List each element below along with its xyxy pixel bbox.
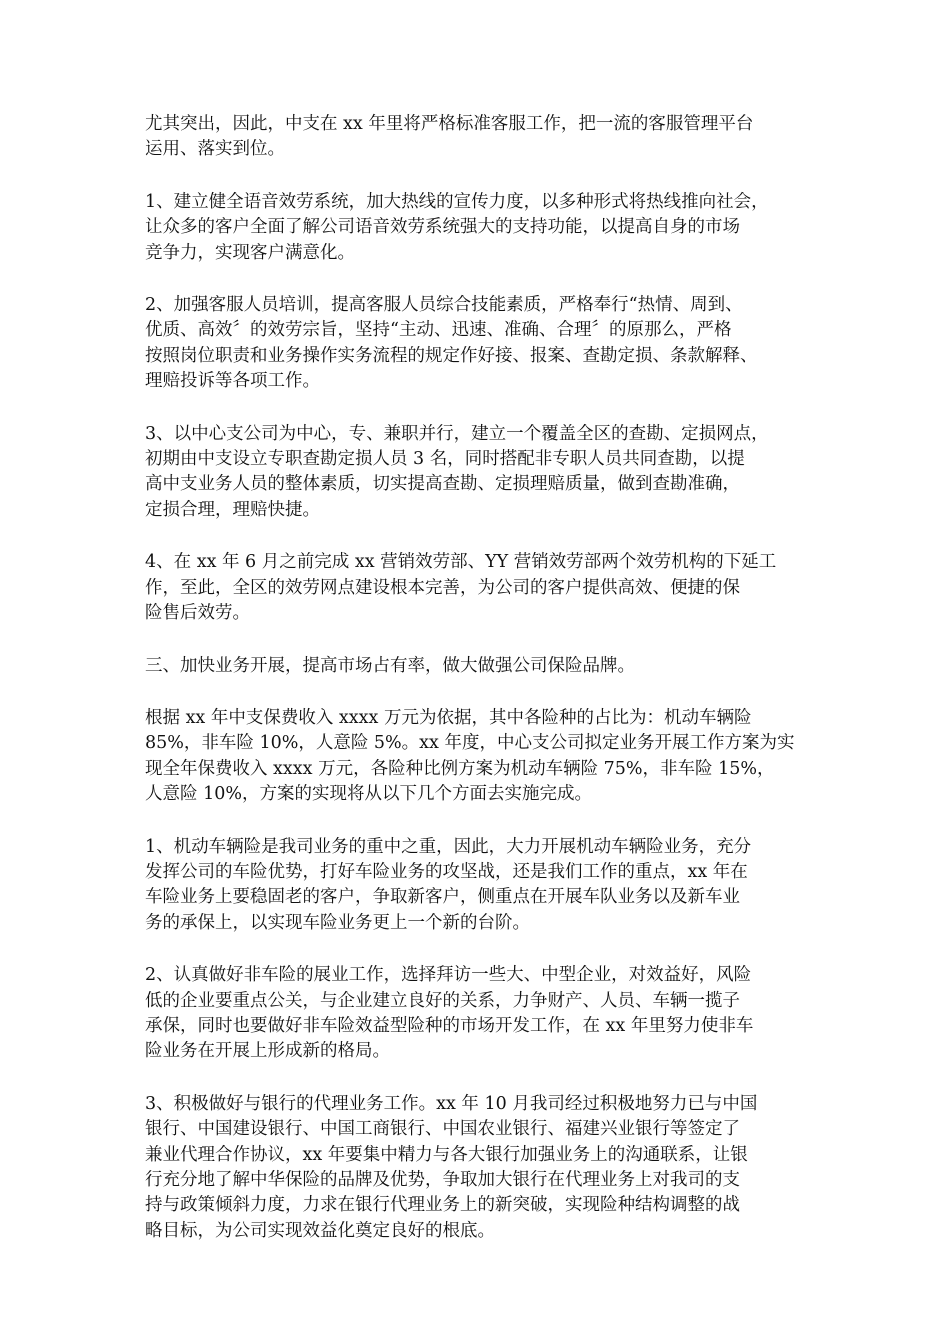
text-line: 3、以中心支公司为中心，专、兼职并行，建立一个覆盖全区的查勘、定损网点， <box>145 423 769 444</box>
section-heading-business-growth <box>145 654 817 679</box>
text-line: 运用、落实到位。 <box>145 139 285 160</box>
text-line: 4、在 xx 年 6 月之前完成 xx 营销效劳部、YY 营销效劳部两个效劳机构的下延工 <box>145 552 777 573</box>
paragraph-bank-agency <box>145 1092 817 1244</box>
paragraph-motor-insurance <box>145 835 817 937</box>
paragraph-service-standard <box>145 112 817 163</box>
text-line: 略目标，为公司实现效益化奠定良好的根底。 <box>145 1220 495 1241</box>
text-line: 理赔投诉等各项工作。 <box>145 371 320 392</box>
text-line: 初期由中支设立专职查勘定损人员 3 名，同时搭配非专职人员共同查勘，以提 <box>145 449 745 470</box>
text-line: 发挥公司的车险优势，打好车险业务的攻坚战，还是我们工作的重点，xx 年在 <box>145 861 748 882</box>
text-line: 高中支业务人员的整体素质，切实提高查勘、定损理赔质量，做到查勘准确， <box>145 474 740 495</box>
text-line: 尤其突出，因此，中支在 xx 年里将严格标准客服工作，把一流的客服管理平台 <box>145 114 754 134</box>
paragraph-premium-plan <box>145 706 817 808</box>
text-line: 作，至此，全区的效劳网点建设根本完善，为公司的客户提供高效、便捷的保 <box>145 577 740 598</box>
text-line: 现全年保费收入 xxxx 万元，各险种比例方案为机动车辆险 75%，非车险 15%， <box>145 758 775 779</box>
paragraph-non-motor-insurance <box>145 963 817 1065</box>
paragraph-staff-training <box>145 293 817 395</box>
paragraph-voice-service <box>145 190 817 266</box>
text-line: 竞争力，实现客户满意化。 <box>145 242 355 263</box>
text-line: 险业务在开展上形成新的格局。 <box>145 1041 390 1062</box>
paragraph-service-outlets <box>145 550 817 626</box>
text-line: 车险业务上要稳固老的客户，争取新客户，侧重点在开展车队业务以及新车业 <box>145 887 740 908</box>
text-line: 三、加快业务开展，提高市场占有率，做大做强公司保险品牌。 <box>145 655 635 676</box>
text-line: 兼业代理合作协议，xx 年要集中精力与各大银行加强业务上的沟通联系，让银 <box>145 1144 748 1165</box>
text-line: 2、加强客服人员培训，提高客服人员综合技能素质，严格奉行“热情、周到、 <box>145 295 743 316</box>
text-line: 根据 xx 年中支保费收入 xxxx 万元为依据，其中各险种的占比为：机动车辆险 <box>145 707 752 728</box>
text-line: 85%，非车险 10%，人意险 5%。xx 年度，中心支公司拟定业务开展工作方案为实 <box>145 733 795 754</box>
text-line: 险售后效劳。 <box>145 603 250 624</box>
paragraph-survey-network <box>145 422 817 524</box>
document-page <box>145 112 817 1271</box>
text-line: 承保，同时也要做好非车险效益型险种的市场开发工作，在 xx 年里努力使非车 <box>145 1015 754 1036</box>
text-line: 1、建立健全语音效劳系统，加大热线的宣传力度，以多种形式将热线推向社会， <box>145 191 769 212</box>
text-line: 2、认真做好非车险的展业工作，选择拜访一些大、中型企业，对效益好，风险 <box>145 965 752 986</box>
text-line: 让众多的客户全面了解公司语音效劳系统强大的支持功能，以提高自身的市场 <box>145 217 740 238</box>
text-line: 1、机动车辆险是我司业务的重中之重，因此，大力开展机动车辆险业务，充分 <box>145 836 752 857</box>
text-line: 持与政策倾斜力度，力求在银行代理业务上的新突破，实现险种结构调整的战 <box>145 1195 740 1216</box>
text-line: 银行、中国建设银行、中国工商银行、中国农业银行、福建兴业银行等签定了 <box>145 1119 740 1140</box>
text-line: 3、积极做好与银行的代理业务工作。xx 年 10 月我司经过积极地努力已与中国 <box>145 1093 758 1114</box>
text-line: 人意险 10%，方案的实现将从以下几个方面去实施完成。 <box>145 784 592 805</box>
text-line: 按照岗位职责和业务操作实务流程的规定作好接、报案、查勘定损、条款解释、 <box>145 345 758 366</box>
text-line: 低的企业要重点公关，与企业建立良好的关系，力争财产、人员、车辆一揽子 <box>145 990 740 1011</box>
text-line: 务的承保上，以实现车险业务更上一个新的台阶。 <box>145 912 530 933</box>
text-line: 行充分地了解中华保险的品牌及优势，争取加大银行在代理业务上对我司的支 <box>145 1170 740 1190</box>
text-line: 定损合理，理赔快捷。 <box>145 499 320 520</box>
text-line: 优质、高效〞的效劳宗旨，坚持“主动、迅速、准确、合理〞的原那么，严格 <box>145 320 732 341</box>
